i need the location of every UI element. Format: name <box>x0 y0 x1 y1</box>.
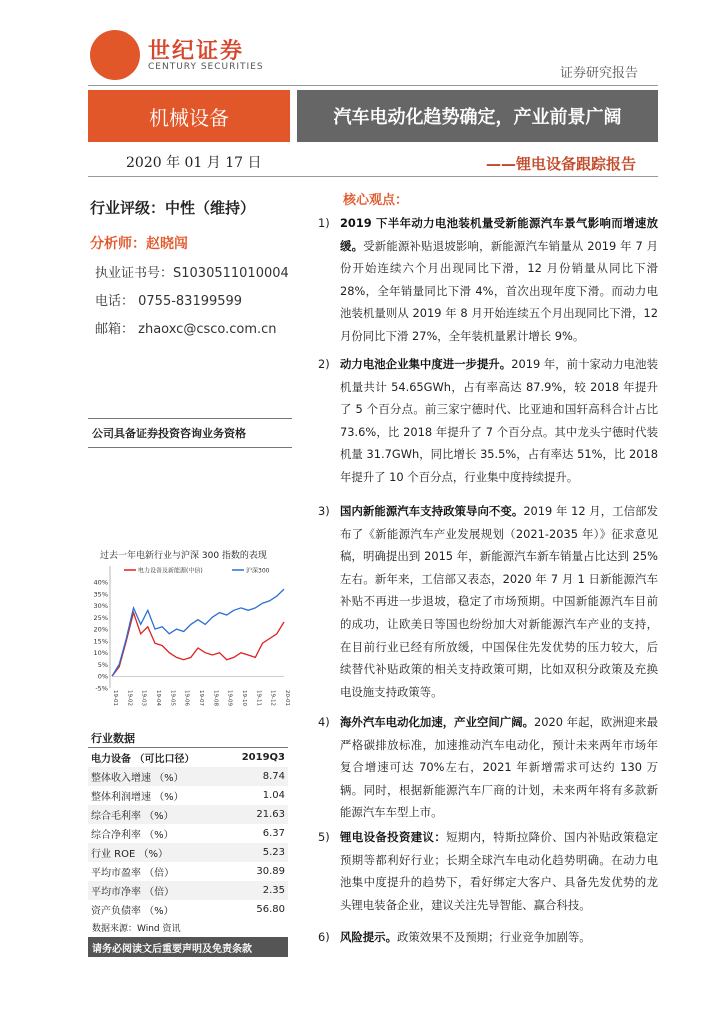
analyst-name: 分析师：赵晓闯 <box>90 236 188 252</box>
point-body: 2019 年 12 月，工信部发布了《新能源汽车产业发展规划（2021-2035 年）》征求意见稿，明确提出到 2015 年，新能源汽车新车销量占比达到 25%左右。新年来，工信部又表态，2020 年 7 月 1 日新能源汽车补贴不再进一步退坡，稳定了市场预期。中国新能源汽车目前的成功，让欧美日等国也纷纷加大对新能源汽车产业的支持，在目前行业已经有所放缓，中国保住先发优势的压力较大，后续替代补贴政策的相关支持政策可期，比如双积分政策及充换电设施支持政策等。 <box>340 504 658 699</box>
chart-title: 过去一年电新行业与沪深 300 指数的表现 <box>100 551 267 561</box>
series-line <box>112 613 284 677</box>
point-body: 2019 年，前十家动力电池装机量共计 54.65GWh，占有率高达 87.9%，较 2018 年提升了 5 个百分点。前三家宁德时代、比亚迪和国轩高科合计占比 73.6%，比 2018 年提升了 7 个百分点。其中龙头宁德时代装机量 31.7GWh，同比增长 35.5%，占有率达 51%，比 2018 年提升了 10 个百分点，行业集中度持续提升。 <box>340 357 658 484</box>
table-row <box>88 862 288 881</box>
table-title: 行业数据 <box>88 728 288 748</box>
point-5 <box>318 826 658 916</box>
point-lead: 动力电池企业集中度进一步提升。 <box>340 357 512 371</box>
core-views-title: 核心观点： <box>343 193 409 208</box>
point-number: 6) <box>318 930 330 944</box>
table-header-label: 电力设备 （可比口径） <box>91 754 195 765</box>
x-tick-label: 19-03 <box>140 690 147 706</box>
point-number: 5) <box>318 830 330 844</box>
point-lead: 风险提示。 <box>340 930 397 944</box>
divider <box>88 176 658 177</box>
title-banner: 汽车电动化趋势确定，产业前景广阔 <box>297 90 658 142</box>
point-body: 受新能源补贴退坡影响，新能源汽车销量从 2019 年 7 月份开始连续六个月出现同比下滑，12 月份销量从同比下滑 28%，全年销量同比下滑 4%，首次出现年度下滑。而动力电池装机量则从 2019 年 8 月开始连续五个月出现同比下滑，12 月份同比下滑 27%，全年装机量累计增长 9%。 <box>340 238 658 343</box>
y-tick-label: 20% <box>93 625 108 634</box>
row-label: 平均市盈率 （倍） <box>91 868 175 879</box>
x-tick-label: 19-10 <box>241 690 247 706</box>
phone-number: 电话： 0755-83199599 <box>95 294 243 309</box>
point-lead: 海外汽车电动化加速，产业空间广阔。 <box>340 715 535 729</box>
disclaimer-bar: 请务必阅读文后重要声明及免责条款 <box>88 937 288 957</box>
table-row <box>88 900 288 919</box>
table-row <box>88 843 288 862</box>
x-tick-label: 19-07 <box>198 690 204 706</box>
legend-label: 沪深300 <box>246 567 270 575</box>
report-type: 证券研究报告 <box>560 66 639 81</box>
point-lead: 锂电设备投资建议： <box>340 830 447 844</box>
point-4 <box>318 711 658 824</box>
sector-banner: 机械设备 <box>88 90 290 142</box>
row-label: 平均市净率 （倍） <box>88 881 226 900</box>
x-tick-label: 19-01 <box>112 690 118 706</box>
logo-name-en: CENTURY SECURITIES <box>148 62 264 72</box>
x-tick-label: 19-08 <box>212 690 219 706</box>
point-6 <box>318 926 658 949</box>
row-value: 6.37 <box>262 828 285 839</box>
row-label: 整体利润增速 （%） <box>91 792 184 803</box>
point-body: 政策效果不及预期；行业竞争加剧等。 <box>396 930 591 944</box>
series-line <box>112 589 284 676</box>
row-label: 综合净利率 （%） <box>91 830 174 841</box>
x-tick-label: 19-02 <box>126 690 133 706</box>
x-tick-label: 19-12 <box>269 690 276 706</box>
industry-data-table <box>88 728 288 919</box>
legend-label: 电力设备及新能源(中信) <box>138 567 203 575</box>
row-label: 资产负债率 （%） <box>91 906 174 917</box>
y-tick-label: 30% <box>93 602 108 611</box>
cert-number: 执业证书号：S1030511010004 <box>95 266 289 281</box>
row-value: 1.04 <box>262 790 285 801</box>
data-source: 数据来源：Wind 资讯 <box>92 924 181 934</box>
report-date: 2020 年 01 月 17 日 <box>126 155 262 171</box>
row-label: 整体收入增速 （%） <box>88 767 226 786</box>
point-lead: 2019 下半年动力电池装机量受新能源汽车景气影响而增速放缓。 <box>340 216 658 253</box>
row-value: 5.23 <box>226 843 288 862</box>
table-row <box>88 767 288 786</box>
point-body: 短期内，特斯拉降价、国内补贴政策稳定预期等都利好行业；长期全球汽车电动化趋势明确。在动力电池集中度提升的趋势下，看好绑定大客户、具备先发优势的龙头锂电装备企业，建议关注先导智能、赢合科技。 <box>340 830 658 912</box>
row-label: 综合毛利率 （%） <box>88 805 226 824</box>
industry-rating: 行业评级：中性（维持） <box>90 199 256 217</box>
table-row <box>88 786 288 805</box>
x-tick-label: 19-09 <box>226 690 233 706</box>
point-3 <box>318 500 658 703</box>
point-number: 2) <box>318 357 330 371</box>
y-tick-label: 25% <box>93 613 108 622</box>
table-row <box>88 881 288 900</box>
logo-name-cn: 世纪证券 <box>148 39 245 64</box>
table-header-period: 2019Q3 <box>241 752 285 763</box>
y-tick-label: 10% <box>93 649 108 658</box>
performance-chart <box>84 560 290 710</box>
point-lead: 国内新能源汽车支持政策导向不变。 <box>340 504 524 518</box>
x-tick-label: 19-11 <box>255 690 262 706</box>
point-body: 2020 年起，欧洲迎来最严格碳排放标准，加速推动汽车电动化，预计未来两年市场年复合增速可达 70%左右，2021 年新增需求可达约 130 万辆。同时，根据新能源汽车厂商的计划，未来两年将有多款新能源汽车车型上市。 <box>340 715 658 820</box>
divider <box>88 85 658 86</box>
x-tick-label: 19-05 <box>169 690 176 706</box>
table-row <box>88 805 288 824</box>
point-2 <box>318 353 658 489</box>
y-tick-label: 5% <box>97 660 108 669</box>
email-address: 邮箱： zhaoxc@csco.com.cn <box>95 322 277 337</box>
y-tick-label: 0% <box>97 672 108 681</box>
y-tick-label: -5% <box>95 684 108 693</box>
x-tick-label: 19-06 <box>183 690 190 706</box>
point-1 <box>318 212 658 348</box>
logo-icon <box>90 30 140 80</box>
report-subtitle: ——锂电设备跟踪报告 <box>486 155 637 173</box>
point-number: 3) <box>318 504 330 518</box>
point-number: 4) <box>318 715 330 729</box>
table-row <box>88 824 288 843</box>
row-value: 2.35 <box>226 881 288 900</box>
point-number: 1) <box>318 216 330 230</box>
row-value: 30.89 <box>256 866 285 877</box>
y-tick-label: 40% <box>93 578 108 587</box>
x-tick-label: 19-04 <box>155 690 161 706</box>
qualification-note: 公司具备证券投资咨询业务资格 <box>88 418 292 448</box>
y-tick-label: 35% <box>93 590 108 599</box>
row-value: 21.63 <box>226 805 288 824</box>
y-tick-label: 15% <box>93 637 108 646</box>
row-value: 8.74 <box>226 767 288 786</box>
x-tick-label: 20-01 <box>284 690 290 706</box>
row-value: 56.80 <box>256 904 285 915</box>
row-label: 行业 ROE （%） <box>88 843 226 862</box>
